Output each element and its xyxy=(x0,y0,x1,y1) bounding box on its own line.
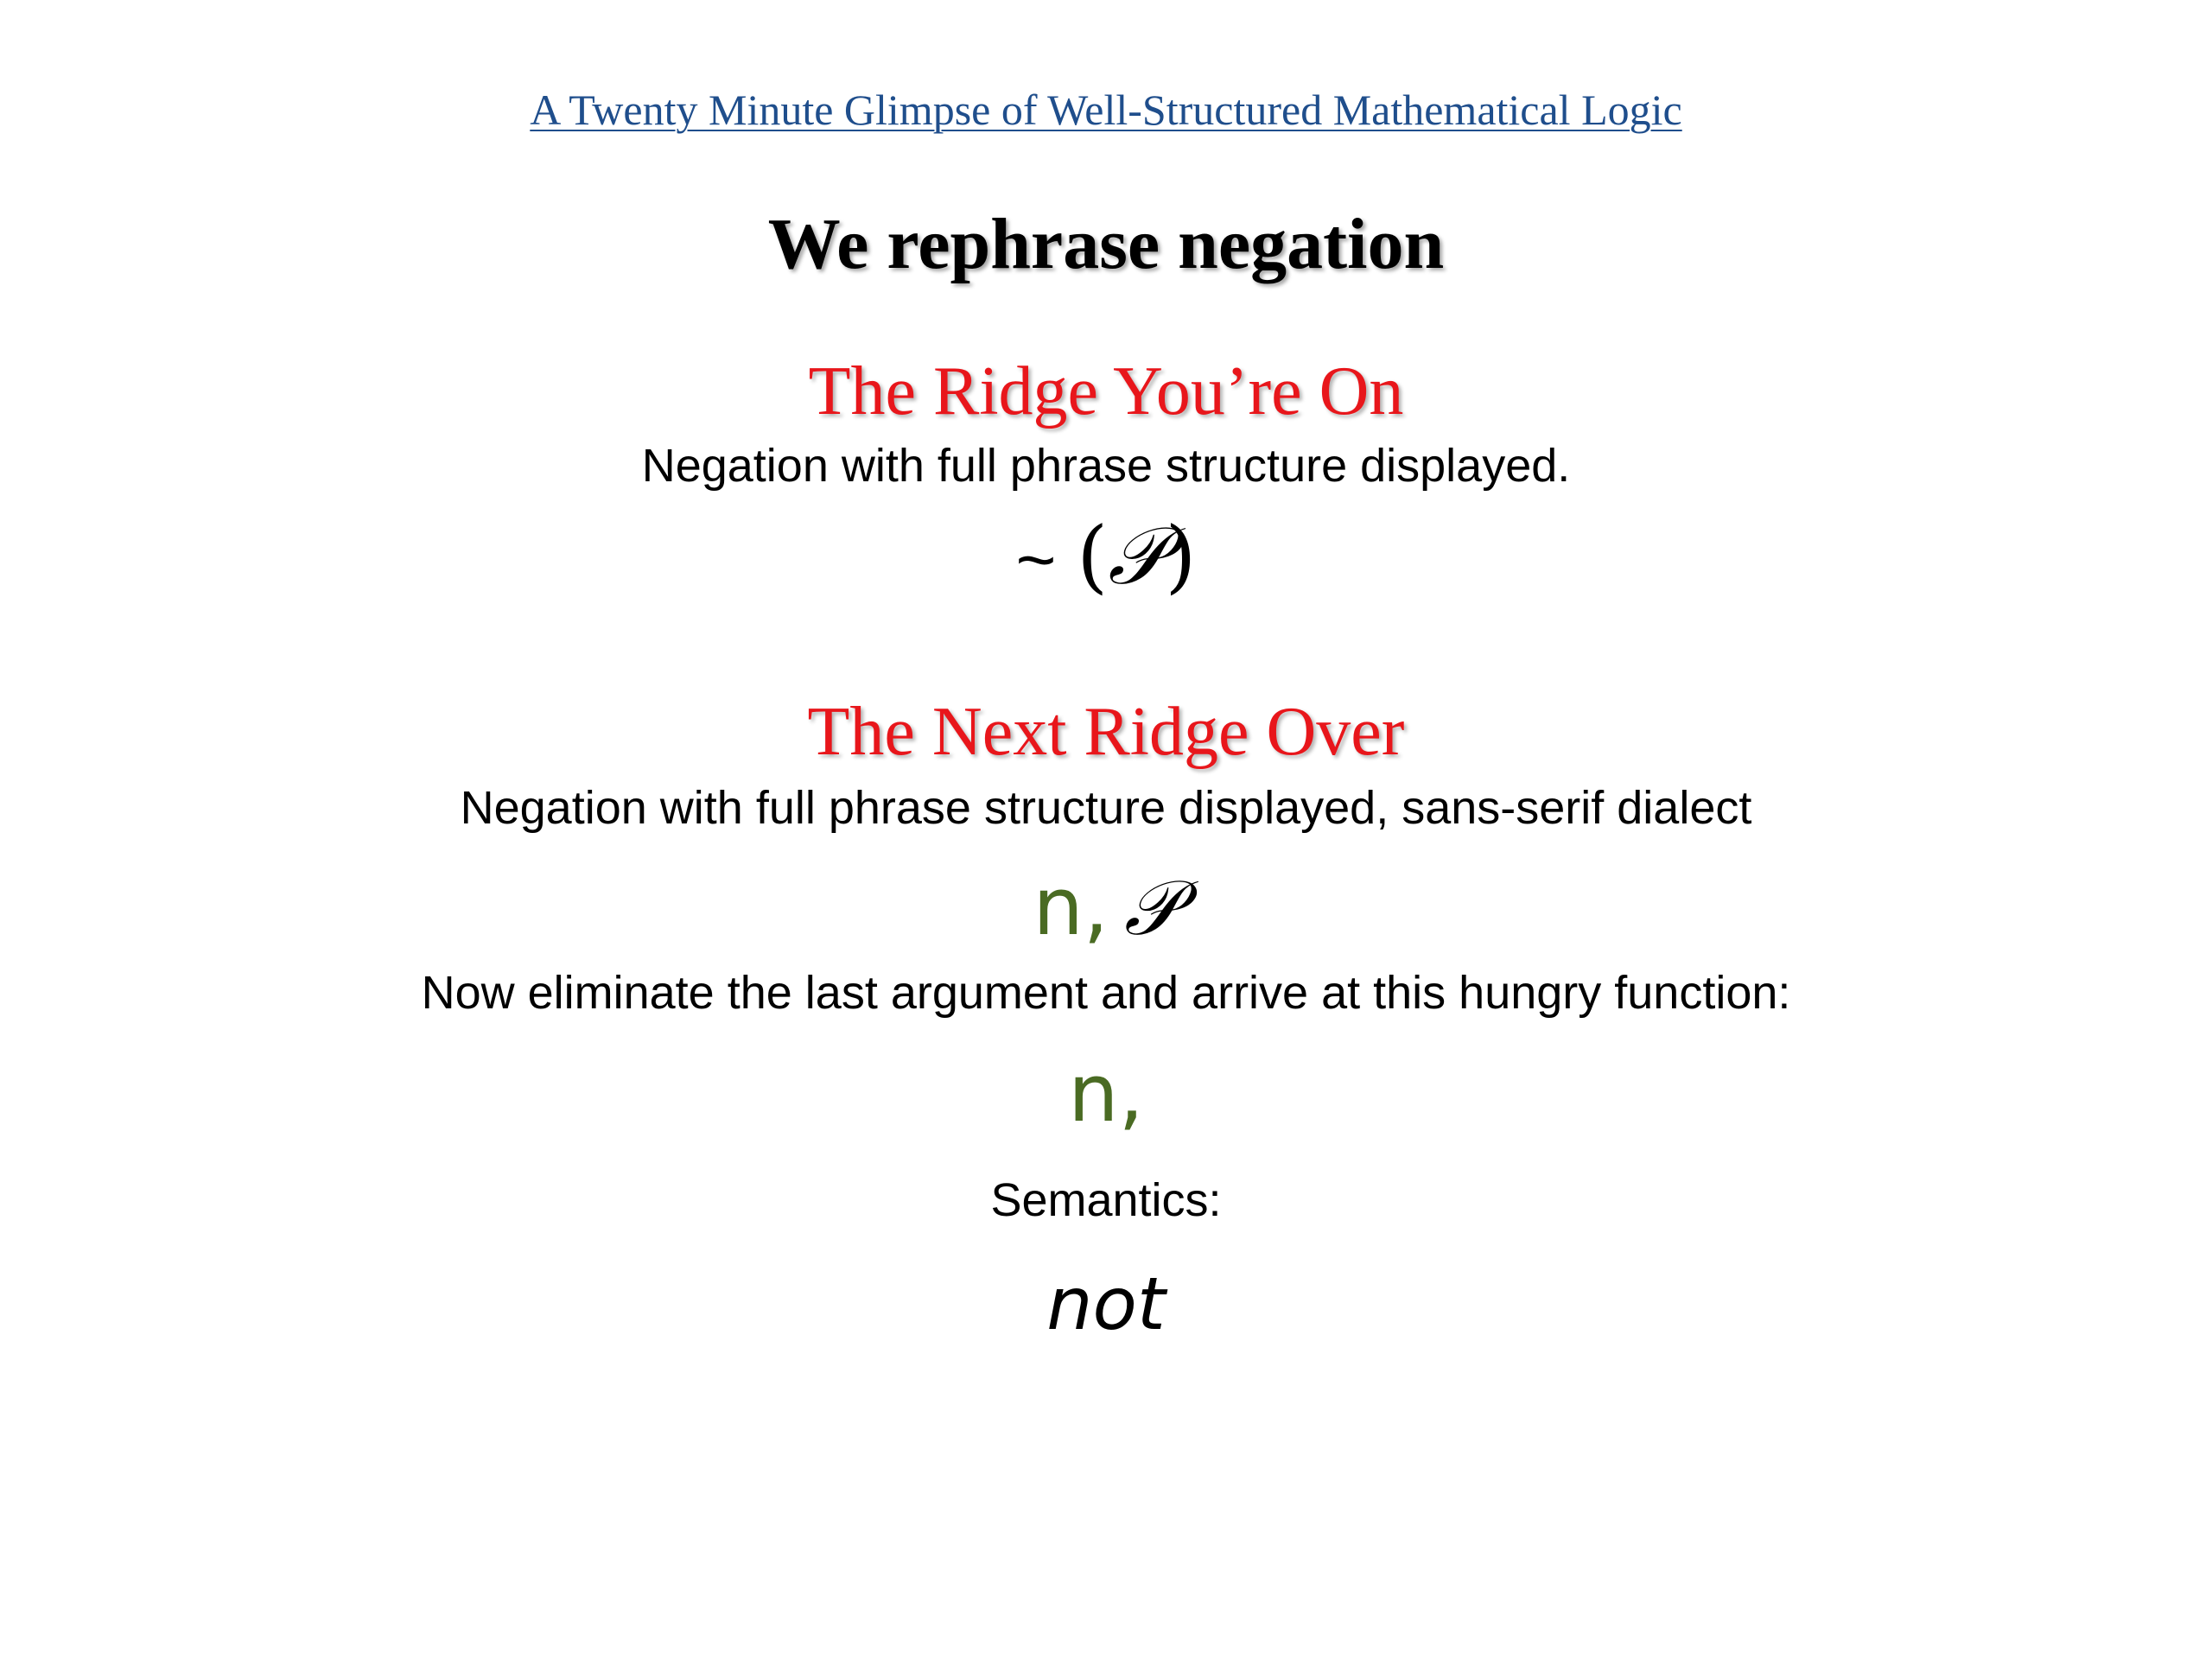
header-link[interactable]: A Twenty Minute Glimpse of Well-Structured Mathematical Logic xyxy=(530,86,1682,134)
negation-formula-sans-serif xyxy=(0,861,2212,954)
section-heading-next-ridge-over: The Next Ridge Over xyxy=(807,694,1405,770)
open-paren: ( xyxy=(1077,510,1109,602)
elimination-description: Now eliminate the last argument and arrive at this hungry function: xyxy=(421,967,1791,1019)
script-p-symbol: 𝒫 xyxy=(1124,863,1179,952)
slide-title: We rephrase negation xyxy=(767,204,1445,284)
hungry-function-formula: n, xyxy=(1068,1047,1144,1140)
section-2-description: Negation with full phrase structure displayed, sans-serif dialect xyxy=(460,782,1752,834)
script-p-symbol: 𝒫 xyxy=(1108,510,1166,602)
semantics-label: Semantics: xyxy=(990,1174,1222,1226)
negation-formula-tilde xyxy=(0,510,2212,604)
tilde-symbol: ~ xyxy=(1015,521,1057,598)
close-paren: ) xyxy=(1165,510,1197,602)
semantics-value: not xyxy=(1046,1262,1166,1346)
function-n-symbol: n, xyxy=(1033,861,1109,953)
section-heading-ridge-youre-on: The Ridge You’re On xyxy=(808,353,1404,429)
section-1-description: Negation with full phrase structure displayed. xyxy=(641,440,1571,492)
